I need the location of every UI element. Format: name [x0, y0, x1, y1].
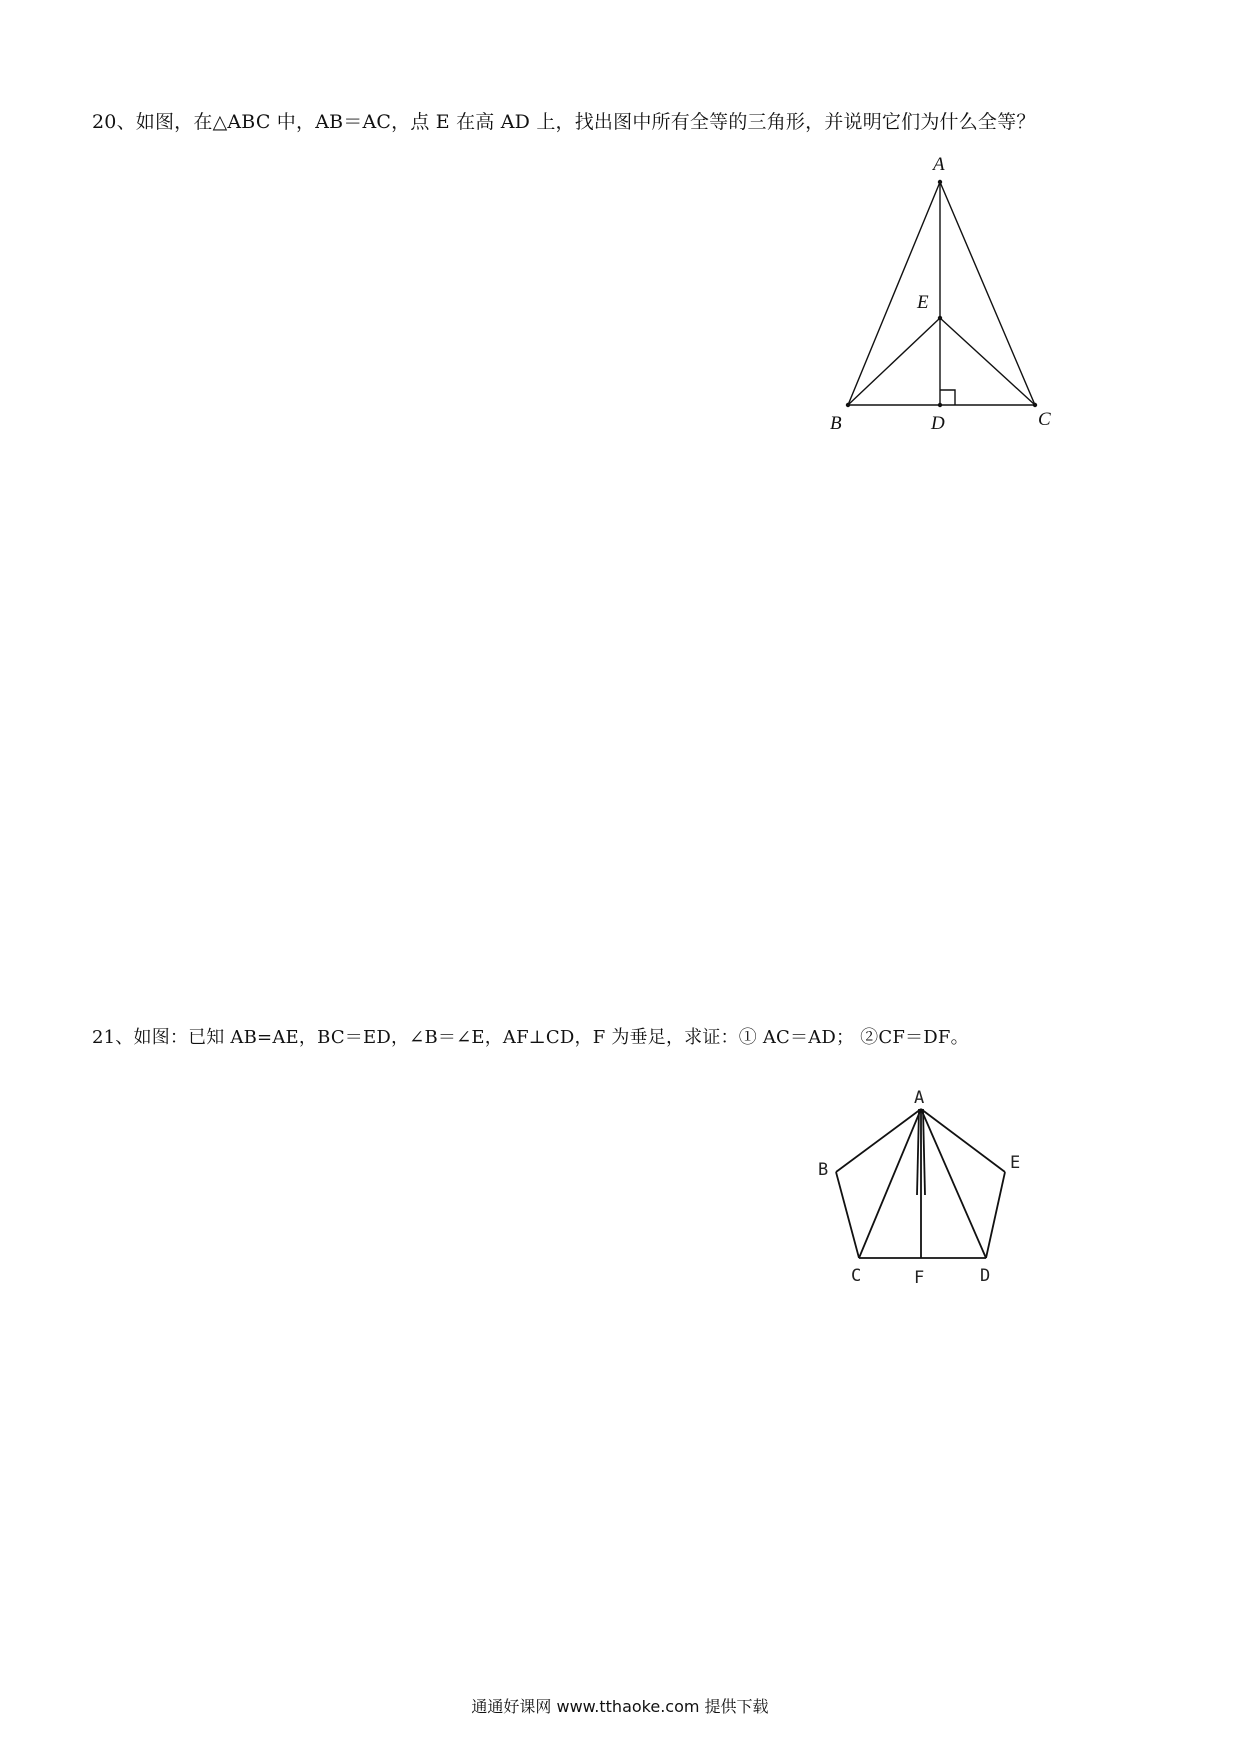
label-c: C — [851, 1266, 862, 1286]
right-angle-mark — [940, 390, 955, 405]
segment-ad — [921, 1109, 986, 1258]
label-e: E — [1010, 1153, 1021, 1173]
label-a: A — [933, 154, 945, 175]
question-20-text: 20、如图，在△ABC 中，AB＝AC，点 E 在高 AD 上，找出图中所有全等的三角形，并说明它们为什么全等？ — [92, 111, 1036, 133]
segment-eb — [848, 318, 940, 405]
question-21-text: 21、如图：已知 AB=AE，BC＝ED，∠B＝∠E，AF⊥CD，F 为垂足，求证：① AC＝AD； ②CF＝DF。 — [92, 1027, 969, 1048]
segment-de — [986, 1172, 1005, 1258]
segment-ea — [921, 1109, 1005, 1172]
figure-triangle-abc — [800, 145, 1080, 445]
label-d: D — [980, 1266, 991, 1286]
segment-bc — [836, 1172, 859, 1258]
label-b: B — [830, 413, 842, 434]
segment-af-right — [923, 1109, 925, 1195]
label-e: E — [917, 292, 929, 313]
segment-af-left — [917, 1109, 919, 1195]
segment-ec — [940, 318, 1035, 405]
label-d: D — [931, 413, 945, 434]
label-a: A — [914, 1088, 925, 1108]
figure-pentagon-abcde — [800, 1075, 1050, 1295]
segment-ac — [940, 182, 1035, 405]
label-c: C — [1038, 409, 1051, 430]
label-b: B — [818, 1160, 829, 1180]
page-footer: 通通好课网 www.tthaoke.com 提供下载 — [471, 1697, 769, 1716]
label-f: F — [914, 1268, 925, 1288]
